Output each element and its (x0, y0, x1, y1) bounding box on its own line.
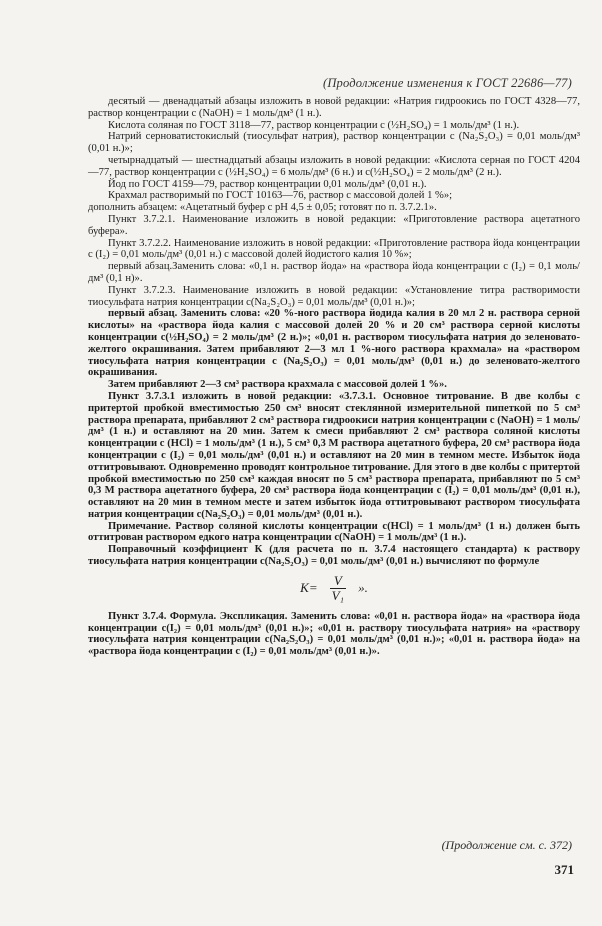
paragraph: Натрий серноватистокислый (тиосульфат натрия), раствор концентрации c (Na₂S₂O₃) = 0,01 моль/дм³ (0,01 н.)»; (88, 131, 580, 155)
continuation-note: (Продолжение см. с. 372) (441, 838, 572, 852)
paragraph: четырнадцатый — шестнадцатый абзацы изложить в новой редакции: «Кислота серная по ГОСТ 4204—77, раствор концентрации c (½H₂SO₄) = 6 моль/дм³ (6 н.) и c(½H₂SO₄) = 2 моль/дм³ (2 н.). (88, 154, 580, 178)
paragraph: Пункт 3.7.2.2. Наименование изложить в новой редакции: «Приготовление раствора йода концентрации c (I₂) = 0,01 моль/дм³ (0,01 н.) с массовой долей йодистого калия 10 %»; (88, 237, 580, 261)
paragraph: Затем прибавляют 2—3 см³ раствора крахмала с массовой долей 1 %». (108, 379, 447, 391)
formula-denominator: V₁ (331, 587, 345, 603)
paragraph-list (88, 96, 580, 568)
running-header: (Продолжение изменения к ГОСТ 22686—77) (322, 76, 572, 90)
paragraph: десятый — двенадцатый абзацы изложить в новой редакции: «Натрия гидроокись по ГОСТ 4328—77, раствор концентрации c (NaOH) = 1 моль/дм³ (1 н.). (88, 96, 580, 119)
paragraph: первый абзац. Заменить слова: «20 %-ного раствора йодида калия в 20 мл 2 н. раствора серной кислоты» на «раствора йода калия с массовой долей 20 % и 20 см³ раствора серной кислоты концентрации c(½H₂SO₄) = 2 моль/дм³ (2 н.)»; «0,01 н. раствором тиосульфата натрия до зеленовато-желтого окрашивания. Затем прибавляют 2—3 мл 1 %-ного раствора крахмала» на «раствором тиосульфата натрия концентрации c (Na₂S₂O₃) = 0,01 моль/дм³ (0,01 н.) до зеленовато-желтого окрашивания. (88, 308, 580, 379)
paragraph: Пункт 3.7.2.3. Наименование изложить в новой редакции: «Установление титра растворимости тиосульфата натрия концентрации c(Na₂S₂O₃) = 0,01 моль/дм³ (0,01 н.)»; (88, 284, 580, 308)
formula-numerator: V (330, 574, 346, 589)
paragraph: Примечание. Раствор соляной кислоты концентрации c(HCl) = 1 моль/дм³ (1 н.) должен быть оттитрован раствором едкого натра концентрации c(NaOH) = 1 моль/дм³ (1 н.). (88, 520, 580, 544)
paragraph: Пункт 3.7.4. Формула. Экспликация. Заменить слова: «0,01 н. раствора йода» на «раствора йода концентрации c(I₂) = 0,01 моль/дм³ (0,01 н.)»; «0,01 н. раствору тиосульфата натрия» на «раствору тиосульфата натрия концентрации c(Na₂S₂O₃) = 0,01 моль/дм³ (0,01 н.)»; «0,01 н. раствора йода» на «раствора йода концентрации c (I₂) = 0,01 моль/дм³ (0,01 н.)». (88, 610, 580, 658)
paragraph: дополнить абзацем: «Ацетатный буфер с рН 4,5 ± 0,05; готовят по п. 3.7.2.1». (88, 202, 437, 214)
paragraph: Крахмал растворимый по ГОСТ 10163—76, раствор с массовой долей 1 %»; (108, 190, 453, 202)
formula-block (88, 574, 580, 603)
paragraph: Поправочный коэффициент К (для расчета по п. 3.7.4 настоящего стандарта) к раствору тиосульфата натрия концентрации c(Na₂S₂O₃) = 0,01 моль/дм³ (0,01 н.) вычисляют по формуле (88, 544, 580, 568)
paragraph: первый абзац.Заменить слова: «0,1 н. раствор йода» на «раствора йода концентрации c (I₂) = 0,1 моль/дм³ (0,1 н)». (88, 261, 580, 284)
paragraph: Пункт 3.7.3.1 изложить в новой редакции: «3.7.3.1. Основное титрование. В две колбы с притертой пробкой вместимостью 250 см³ вносят стеклянной измерительной пипеткой по 5 см³ раствора препарата, прибавляют 2 см³ раствора гидроокиси натрия концентрации c (NaOH) = 1 моль/дм³ (1 н.) и оставляют на 20 мин. Затем к смеси прибавляют 2 см³ раствора соляной кислоты концентрации c (HCl) = 1 моль/дм³ (1 н.), 5 см³ 0,3 М раствора ацетатного буфера, 20 см³ раствора йода концентрации c (I₂) = 0,01 моль/дм³ (0,01 н.) и оставляют на 20 мин в темном месте. Избыток йода оттитровывают. Одновременно проводят контрольное титрование. Для этого в две колбы с притертой пробкой вместимостью по 250 см³ каждая вносят по 5 см³ раствора препарата, прибавляют по 5 см³ 0,3 М раствора ацетатного буфера, 20 см³ раствора йода концентрации c (I₂) = 0,01 моль/дм³ (0,01 н.), оставляют на 20 мин в темном месте и затем избыток йода оттитровывают раствором тиосульфата натрия концентрации c(Na₂S₂O₃) = 0,01 моль/дм³ (0,01 н.). (88, 390, 580, 520)
page-number: 371 (554, 862, 574, 877)
body-text (88, 96, 580, 658)
paragraph: Пункт 3.7.2.1. Наименование изложить в новой редакции: «Приготовление раствора ацетатного буфера». (88, 213, 580, 237)
paragraph: Йод по ГОСТ 4159—79, раствор концентрации 0,01 моль/дм³ (0,01 н.). (108, 178, 427, 190)
paragraph: Кислота соляная по ГОСТ 3118—77, раствор концентрации c (½H₂SO₄) = 1 моль/дм³ (1 н.). (108, 119, 520, 131)
paragraph-list-after-formula (88, 611, 580, 658)
formula-fraction (328, 574, 348, 603)
formula-tail: ». (358, 580, 368, 596)
formula-lhs: K= (300, 580, 318, 596)
